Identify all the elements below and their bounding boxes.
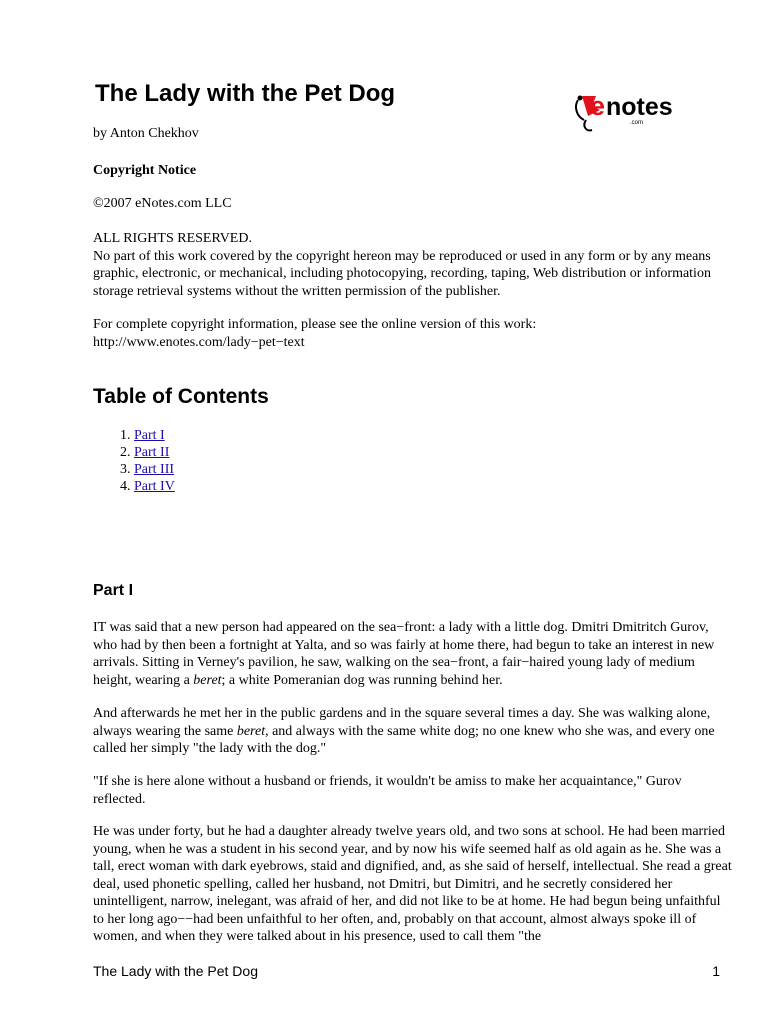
rights-block xyxy=(93,230,733,300)
rights-title: ALL RIGHTS RESERVED. xyxy=(93,231,252,246)
paragraph-text: And afterwards he met her in the public gardens and in the square several times a day. She was walking alone, always wearing the same xyxy=(93,706,711,739)
toc-list xyxy=(120,427,175,495)
logo-swirl xyxy=(576,100,584,120)
toc-item-number: 2. xyxy=(120,445,131,460)
copyright-info-url: http://www.enotes.com/lady−pet−text xyxy=(93,334,305,350)
part-1-paragraph-1 xyxy=(93,619,733,689)
toc-link-part-1[interactable]: Part I xyxy=(134,428,165,443)
footer-page-number: 1 xyxy=(712,963,720,979)
logo-dotcom: .com xyxy=(630,120,644,126)
toc-link-part-3[interactable]: Part III xyxy=(134,462,175,477)
paragraph-text: IT was said that a new person had appeared on the sea−front: a lady with a little dog. Dmitri Dmitritch Gurov, who had by then been a fortnight at Yalta, and so was fairly at home there, had begun to take an interest in new arrivals. Sitting in Verney's pavilion, he saw, walking on the sea−front, a fair−haired young lady of medium height, wearing a xyxy=(93,620,715,688)
copyright-line: ©2007 eNotes.com LLC xyxy=(93,196,232,211)
toc-item xyxy=(120,444,175,461)
copyright-heading: Copyright Notice xyxy=(93,163,197,178)
toc-heading: Table of Contents xyxy=(93,385,269,408)
paragraph-emphasis: beret xyxy=(236,723,266,739)
part-1-heading: Part I xyxy=(93,582,134,599)
paragraph-emphasis: beret xyxy=(193,672,222,688)
document-title: The Lady with the Pet Dog xyxy=(95,80,396,107)
logo-notes-letters: notes xyxy=(606,93,673,121)
copyright-info-block xyxy=(93,316,733,351)
toc-item-number: 1. xyxy=(120,428,131,443)
part-1-paragraph-4: He was under forty, but he had a daughter already twelve years old, and two sons at school. He had been married young, when he was a student in his second year, and by now his wife seemed half as old again as he. She was a tall, erect woman with dark eyebrows, staid and dignified, and, as she said of herself, intellectual. She read a great deal, used phonetic spelling, called her husband, not Dmitri, but Dimitri, and he secretly considered her unintelligent, narrow, inelegant, was afraid of her, and did not like to be at home. He had begun being unfaithful to her long ago−−had been unfaithful to her often, and, probably on that account, almost always spoke ill of women, and when they were talked about in his presence, used to call them "the xyxy=(93,824,732,944)
toc-item xyxy=(120,478,175,495)
toc-link-part-4[interactable]: Part IV xyxy=(134,479,175,494)
part-1-paragraph-2 xyxy=(93,705,733,758)
paragraph-text: ; a white Pomeranian dog was running behind her. xyxy=(221,672,503,688)
author-line: by Anton Chekhov xyxy=(93,126,199,141)
logo-dot xyxy=(578,96,583,101)
paragraph-text: , and always with the same white dog; no one knew who she was, and every one called her simply "the lady with the dog." xyxy=(93,723,715,756)
toc-link-part-2[interactable]: Part II xyxy=(134,445,170,460)
footer-title: The Lady with the Pet Dog xyxy=(93,963,258,979)
part-1-paragraph-3: "If she is here alone without a husband or friends, it wouldn't be amiss to make her acquaintance," Gurov reflected. xyxy=(93,774,682,807)
rights-body: No part of this work covered by the copyright hereon may be reproduced or used in any form or by any means graphic, electronic, or mechanical, including photocopying, recording, taping, Web distribution or information storage retrieval systems without the written permission of the publisher. xyxy=(93,248,711,299)
toc-item-number: 3. xyxy=(120,462,131,477)
toc-item-number: 4. xyxy=(120,479,131,494)
toc-item xyxy=(120,427,175,444)
logo-e-letter: e xyxy=(590,91,606,121)
toc-item xyxy=(120,461,175,478)
copyright-info-text: For complete copyright information, please see the online version of this work: xyxy=(93,317,537,332)
